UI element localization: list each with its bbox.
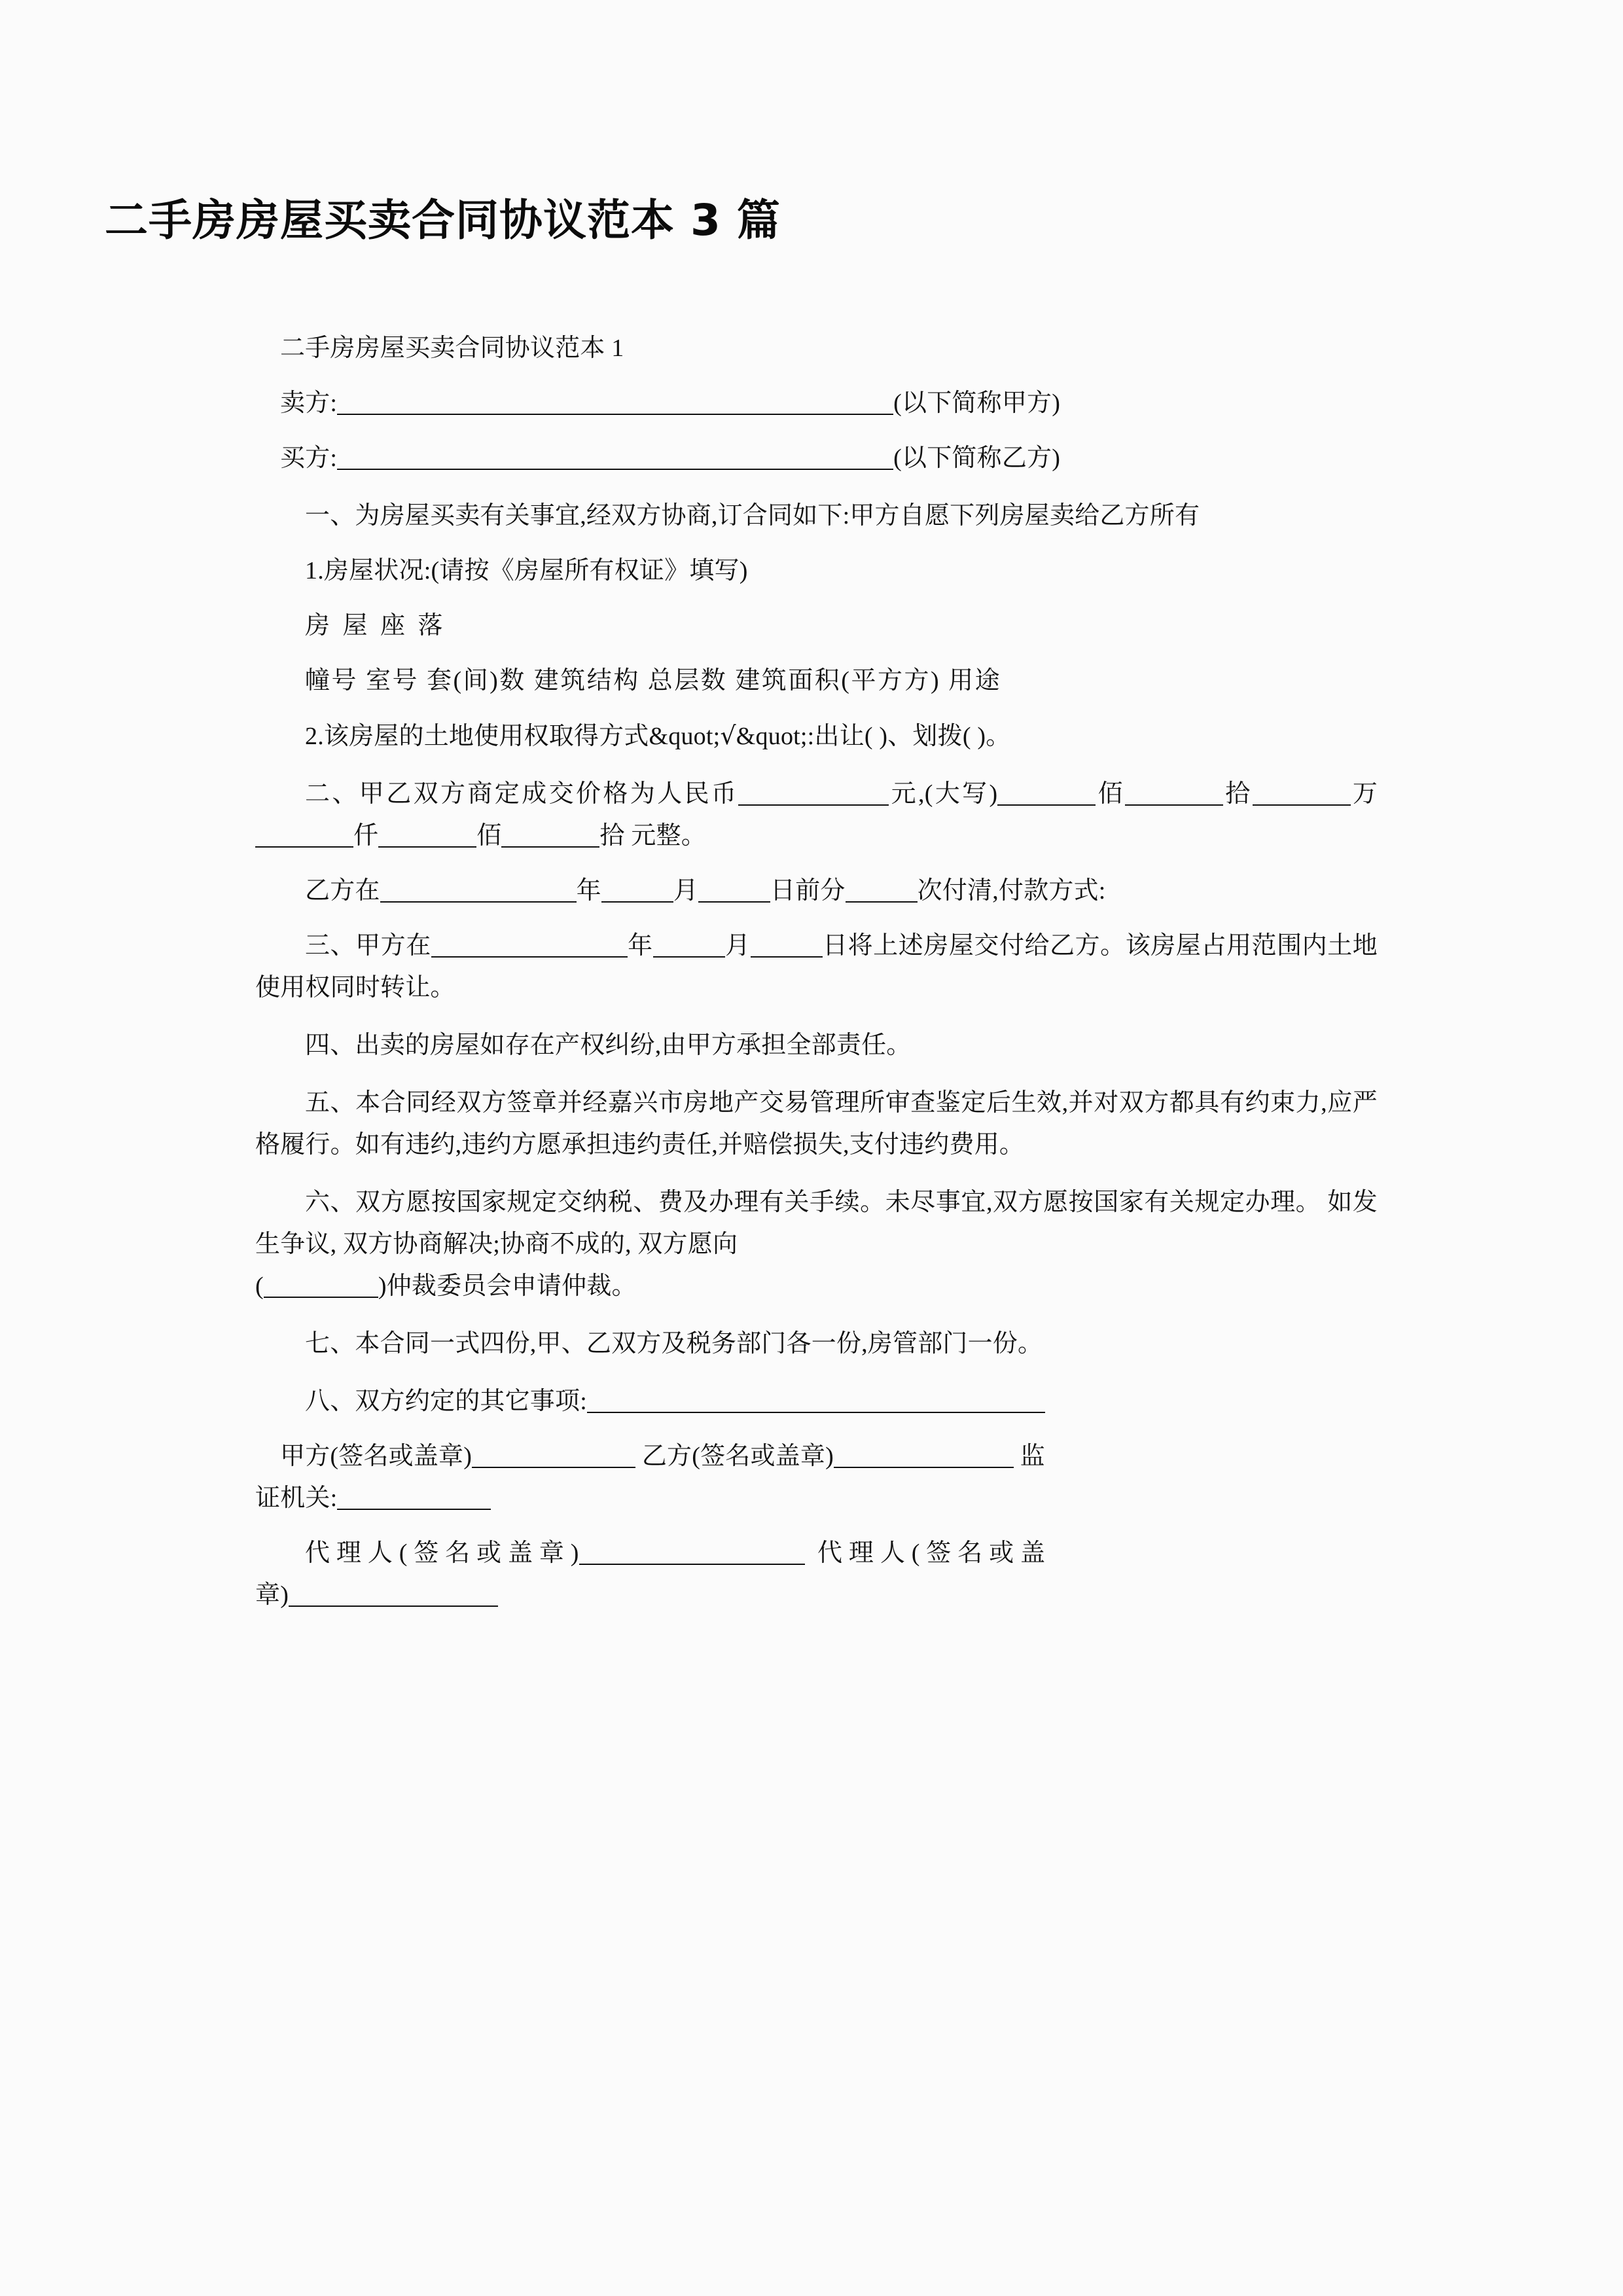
handover-day-blank[interactable]	[751, 937, 823, 958]
buyer-suffix: (以下简称乙方)	[893, 444, 1061, 472]
price-unit-qian: 仟	[353, 822, 379, 850]
handover-month-label: 月	[724, 932, 751, 960]
clause-5-effectiveness: 五、本合同经双方签章并经嘉兴市房地产交易管理所审查鉴定后生效,并对双方都具有约束力,应严格履行。如有违约,违约方愿承担违约责任,并赔偿损失,支付违约费用。	[255, 1089, 1378, 1158]
payment-schedule-line	[255, 870, 1378, 912]
price-unit-shi: 拾	[1223, 780, 1253, 808]
seller-label: 卖方:	[280, 389, 338, 417]
seller-line	[255, 382, 1378, 424]
agent-b-wrap-row	[255, 1574, 1378, 1616]
signature-row	[255, 1435, 1378, 1477]
price-text-b: 元,(大写)	[889, 780, 998, 808]
price-qian-blank[interactable]	[255, 827, 353, 848]
supervisor-label-head: 监	[1020, 1443, 1045, 1470]
land-use-text-b: &quot;:出让( )、划拨( )。	[736, 723, 1011, 750]
party-a-signature-label: 甲方(签名或盖章)	[280, 1443, 473, 1470]
price-unit-end: 拾 元整。	[599, 822, 706, 850]
buyer-label: 买方:	[280, 444, 338, 472]
party-b-signature-label: 乙方(签名或盖章)	[641, 1443, 834, 1470]
price-unit-bai2: 佰	[476, 822, 502, 850]
agent-a-label: 代 理 人 ( 签 名 或 盖 章 )	[305, 1539, 579, 1567]
handover-text-a: 三、甲方在	[305, 932, 431, 960]
party-b-signature-blank[interactable]	[834, 1447, 1014, 1468]
clause-8-other-terms	[255, 1380, 1378, 1422]
check-mark-icon: √	[720, 721, 736, 750]
arbitration-text: )仲裁委员会申请仲裁。	[378, 1272, 637, 1300]
payment-year-label: 年	[576, 877, 601, 905]
payment-day-label: 日前分	[770, 877, 846, 905]
land-use-text-a: 2.该房屋的土地使用权取得方式&quot;	[305, 723, 721, 750]
price-shi2-blank[interactable]	[501, 827, 599, 848]
payment-year-blank[interactable]	[380, 882, 577, 903]
clause-6-taxes: 六、双方愿按国家规定交纳税、费及办理有关手续。未尽事宜,双方愿按国家有关规定办理。 如发生争议, 双方协商解决;协商不成的, 双方愿向	[255, 1189, 1378, 1258]
arbitration-committee-blank[interactable]	[264, 1277, 378, 1298]
payment-text-a: 乙方在	[305, 877, 380, 905]
party-a-signature-blank[interactable]	[472, 1447, 635, 1468]
price-text-a: 二、甲乙双方商定成交价格为人民币	[305, 780, 739, 808]
payment-day-blank[interactable]	[698, 882, 770, 903]
clause-3-handover	[255, 925, 1378, 1009]
other-terms-label: 八、双方约定的其它事项:	[305, 1388, 587, 1415]
clause-1-item-1: 1.房屋状况:(请按《房屋所有权证》填写)	[305, 557, 748, 584]
arbitration-open-paren: (	[255, 1272, 264, 1300]
clause-2-price	[255, 773, 1378, 857]
seller-suffix: (以下简称甲方)	[893, 389, 1061, 417]
price-numeric-blank[interactable]	[738, 785, 889, 806]
price-bai2-blank[interactable]	[378, 827, 476, 848]
agent-b-label: 代 理 人 ( 签 名 或 盖	[817, 1539, 1046, 1567]
other-terms-blank[interactable]	[587, 1392, 1045, 1413]
agent-a-blank[interactable]	[579, 1544, 805, 1565]
price-unit-bai: 佰	[1096, 780, 1126, 808]
price-wan-blank[interactable]	[1253, 785, 1351, 806]
agent-row	[255, 1532, 1378, 1574]
property-location-label: 房 屋 座 落	[305, 612, 446, 639]
document-body	[255, 327, 1378, 1616]
agent-b-label-wrap: 章)	[255, 1581, 289, 1609]
clause-4-dispute: 四、出卖的房屋如存在产权纠纷,由甲方承担全部责任。	[305, 1031, 912, 1059]
supervisor-org-blank[interactable]	[337, 1489, 491, 1510]
handover-month-blank[interactable]	[653, 937, 725, 958]
supervisor-org-row	[255, 1477, 1378, 1519]
buyer-blank[interactable]	[337, 449, 893, 470]
price-unit-wan: 万	[1350, 780, 1378, 808]
clause-7-copies: 七、本合同一式四份,甲、乙双方及税务部门各一份,房管部门一份。	[305, 1330, 1043, 1357]
clause-1-item-2	[255, 715, 1378, 757]
clause-1-heading: 一、为房屋买卖有关事宜,经双方协商,订合同如下:甲方自愿下列房屋卖给乙方所有	[305, 502, 1200, 529]
payment-month-blank[interactable]	[601, 882, 673, 903]
payment-times-blank[interactable]	[846, 882, 918, 903]
supervisor-label-tail: 证机关:	[255, 1484, 338, 1512]
buyer-line	[255, 437, 1378, 479]
page-title: 二手房房屋买卖合同协议范本 3 篇	[105, 195, 781, 245]
handover-text-b: 日将上述房屋交付给乙方。该房屋占用范围内土地使用权同时转让。	[255, 932, 1378, 1001]
payment-month-label: 月	[673, 877, 699, 905]
agent-b-blank[interactable]	[289, 1586, 498, 1607]
price-ten-blank[interactable]	[1125, 785, 1223, 806]
handover-year-label: 年	[627, 932, 653, 960]
seller-blank[interactable]	[337, 394, 893, 415]
price-hundred-blank[interactable]	[997, 785, 1096, 806]
clause-6-arbitration-line	[255, 1265, 1378, 1307]
document-subtitle: 二手房房屋买卖合同协议范本 1	[280, 334, 624, 362]
payment-method-label: 次付清,付款方式:	[917, 877, 1106, 905]
handover-year-blank[interactable]	[431, 937, 628, 958]
property-attributes-row: 幢号 室号 套(间)数 建筑结构 总层数 建筑面积(平方方) 用途	[305, 667, 1002, 694]
